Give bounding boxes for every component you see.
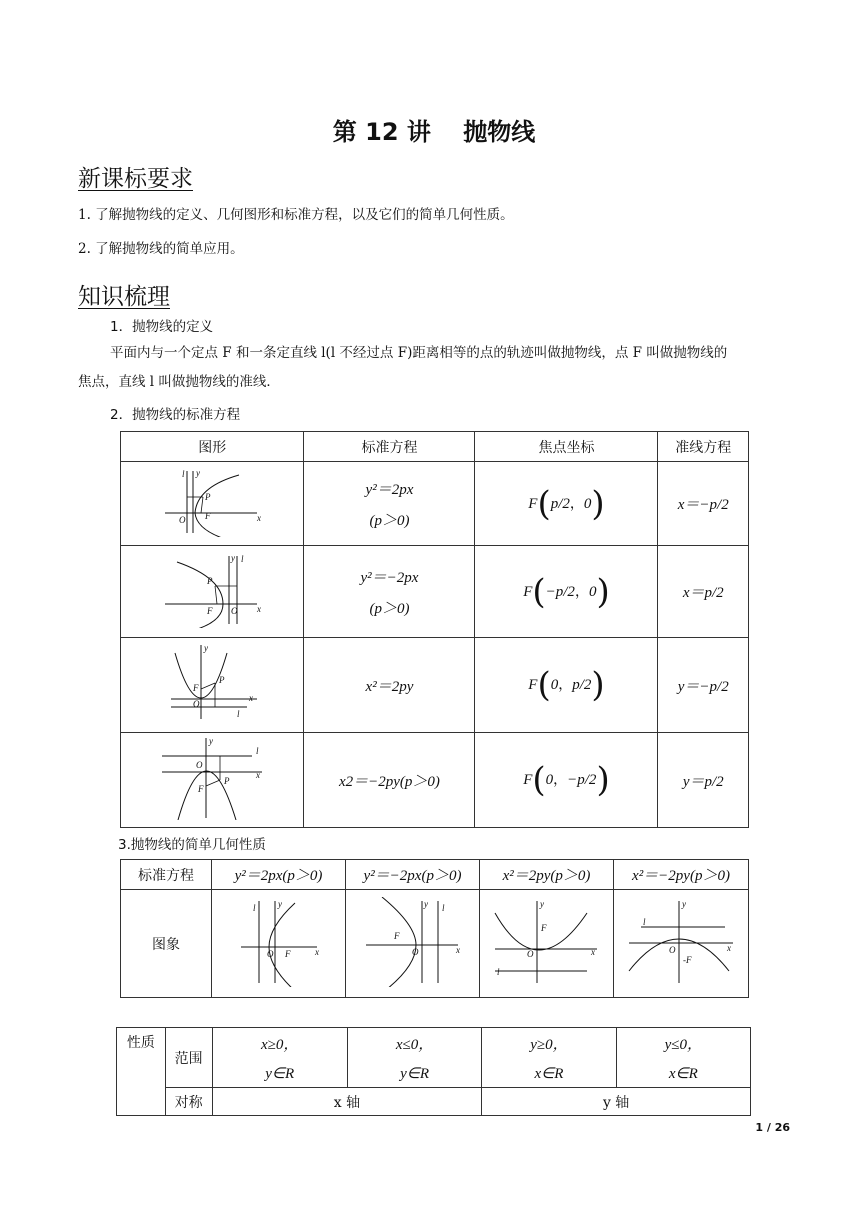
label-o: O: [526, 948, 533, 959]
standard-equation-heading: 2．抛物线的标准方程: [110, 407, 241, 423]
range-3-b: x∈R: [534, 1065, 564, 1082]
range-cell-2: [347, 1028, 481, 1088]
focus-prefix: F: [523, 583, 533, 600]
equation-text: y²＝2px: [365, 481, 414, 498]
label-y: y: [209, 736, 214, 746]
equation-cell: [304, 733, 475, 828]
table-row: [121, 546, 749, 638]
parabola-down-graph: [152, 736, 272, 820]
label-x: x: [314, 946, 319, 957]
geo-equation-3: x²＝2py(p＞0): [480, 860, 614, 890]
label-l: l: [441, 902, 445, 913]
definition-text-2: 焦点，直线 l 叫做抛物线的准线．: [78, 374, 280, 390]
focus-second: 0: [583, 495, 592, 512]
range-2-b: y∈R: [400, 1065, 430, 1082]
focus-cell: F(p/2，0): [475, 462, 658, 546]
label-y: y: [682, 898, 686, 909]
header-focus: 焦点坐标: [475, 432, 658, 462]
label-x: x: [590, 946, 595, 957]
focus-cell: F(0，−p/2): [475, 733, 658, 828]
focus-first: 0: [545, 772, 554, 788]
label-l: l: [643, 916, 646, 927]
graph-cell: [212, 890, 346, 998]
equation-cell: [304, 462, 475, 546]
focus-first: 0: [550, 677, 559, 693]
label-l: l: [252, 902, 256, 913]
geo-equation-4: x²＝−2py(p＞0): [614, 860, 749, 890]
label-y: y: [277, 898, 282, 909]
geo-graph-left: [358, 897, 468, 987]
page-title: 第 12 讲 抛物线: [332, 118, 536, 146]
geo-graph-right: [229, 897, 329, 987]
label-x: x: [249, 693, 254, 703]
focus-prefix: F: [523, 772, 533, 788]
range-2-a: x≤0，: [395, 1036, 434, 1053]
properties-table: [116, 1027, 751, 1116]
label-p: P: [219, 675, 225, 685]
label-f: F: [193, 683, 199, 693]
directrix-cell: [658, 733, 749, 828]
range-1-a: x≥0，: [261, 1036, 299, 1053]
definition-heading: 1．抛物线的定义: [110, 319, 214, 335]
focus-second: p/2: [572, 677, 592, 693]
range-cell-1: [212, 1028, 347, 1088]
page-number: 1 / 26: [755, 1121, 790, 1134]
label-x: x: [257, 512, 262, 523]
focus-second: −p/2: [567, 772, 597, 788]
equation-cell: [304, 546, 475, 638]
graph-cell: [480, 890, 614, 998]
label-x: x: [455, 944, 460, 955]
label-o: O: [179, 514, 186, 525]
label-p: P: [207, 575, 213, 586]
symmetry-y-axis: y 轴: [482, 1088, 751, 1116]
graph-cell: [121, 638, 304, 733]
label-l: l: [256, 746, 259, 756]
label-p: P: [224, 776, 230, 786]
properties-label: 性质: [117, 1028, 166, 1116]
parabola-left-graph: [157, 552, 267, 628]
label-y: y: [423, 898, 428, 909]
header-standard-equation: 标准方程: [121, 860, 212, 890]
geo-equation-1: y²＝2px(p＞0): [212, 860, 346, 890]
section-heading-knowledge: 知识梳理: [78, 284, 170, 310]
focus-second: 0: [588, 583, 597, 600]
label-y: y: [204, 643, 209, 653]
directrix-text: x＝p/2: [682, 585, 724, 601]
header-equation: 标准方程: [304, 432, 475, 462]
label-o: O: [193, 699, 200, 709]
focus-prefix: F: [528, 495, 538, 512]
graph-cell: [346, 890, 480, 998]
equation-text: y²＝−2px: [360, 569, 419, 586]
label-neg-f: -F: [683, 954, 692, 965]
parabola-right-graph: [157, 467, 267, 537]
header-figure: 图形: [121, 432, 304, 462]
geo-graph-down: [621, 897, 741, 987]
label-l: l: [496, 966, 500, 977]
label-o: O: [266, 948, 273, 959]
definition-text-1: 平面内与一个定点 F 和一条定直线 l(l 不经过点 F)距离相等的点的轨迹叫做抛物线，点 F 叫做抛物线的: [110, 345, 728, 361]
label-o: O: [411, 946, 418, 957]
image-label: 图象: [121, 890, 212, 998]
directrix-text: x＝−p/2: [677, 497, 729, 513]
label-f: F: [205, 510, 211, 521]
label-f: F: [540, 922, 546, 933]
directrix-text: y＝−p/2: [677, 678, 729, 695]
directrix-cell: [658, 638, 749, 733]
condition-text: (p＞0): [369, 512, 410, 529]
label-o: O: [669, 944, 676, 955]
equation-text: x2＝−2py(p＞0): [338, 773, 440, 790]
label-x: x: [727, 942, 731, 953]
focus-cell: F(0，p/2): [475, 638, 658, 733]
condition-text: (p＞0): [369, 600, 410, 617]
geo-equation-2: y²＝−2px(p＞0): [346, 860, 480, 890]
label-x: x: [257, 603, 262, 614]
label-f: F: [393, 930, 399, 941]
label-f: F: [198, 784, 204, 794]
graph-cell: [121, 462, 304, 546]
symmetry-x-axis: x 轴: [212, 1088, 482, 1116]
label-l: l: [182, 468, 185, 479]
table-row: [121, 733, 749, 828]
focus-prefix: F: [528, 677, 538, 693]
label-y: y: [539, 898, 544, 909]
range-1-b: y∈R: [265, 1065, 295, 1082]
range-4-a: y≤0，: [664, 1036, 702, 1053]
label-y: y: [231, 552, 236, 563]
label-x: x: [256, 770, 261, 780]
label-y: y: [196, 467, 201, 478]
standard-equation-table: [120, 431, 749, 828]
focus-first: −p/2: [545, 583, 575, 600]
graph-cell: [614, 890, 749, 998]
section-heading-requirements: 新课标要求: [78, 166, 193, 192]
geo-graph-up: [487, 897, 607, 987]
label-l: l: [237, 709, 240, 719]
range-label: 范围: [165, 1028, 212, 1088]
equation-text: x²＝2py: [365, 678, 414, 695]
directrix-cell: [658, 546, 749, 638]
graph-cell: [121, 733, 304, 828]
focus-cell: F(−p/2，0): [475, 546, 658, 638]
label-o: O: [231, 605, 238, 616]
header-directrix: 准线方程: [658, 432, 749, 462]
requirement-1: 1. 了解抛物线的定义、几何图形和标准方程，以及它们的简单几何性质。: [78, 207, 514, 223]
label-f: F: [207, 605, 213, 616]
label-f: F: [284, 948, 290, 959]
equation-cell: [304, 638, 475, 733]
table-row: [121, 462, 749, 546]
geometric-properties-table: [120, 859, 749, 998]
focus-first: p/2: [550, 495, 570, 512]
range-cell-4: [616, 1028, 750, 1088]
label-o: O: [196, 760, 203, 770]
graph-cell: [121, 546, 304, 638]
directrix-cell: [658, 462, 749, 546]
label-p: P: [205, 491, 211, 502]
table-row: [121, 638, 749, 733]
requirement-2: 2. 了解抛物线的简单应用。: [78, 241, 244, 257]
range-4-b: x∈R: [668, 1065, 698, 1082]
geometric-properties-heading: 3.抛物线的简单几何性质: [118, 837, 266, 853]
parabola-up-graph: [157, 643, 267, 723]
range-cell-3: [482, 1028, 616, 1088]
symmetry-label: 对称: [165, 1088, 212, 1116]
label-l: l: [241, 553, 244, 564]
directrix-text: y＝p/2: [682, 773, 724, 790]
range-3-a: y≥0，: [530, 1036, 568, 1053]
